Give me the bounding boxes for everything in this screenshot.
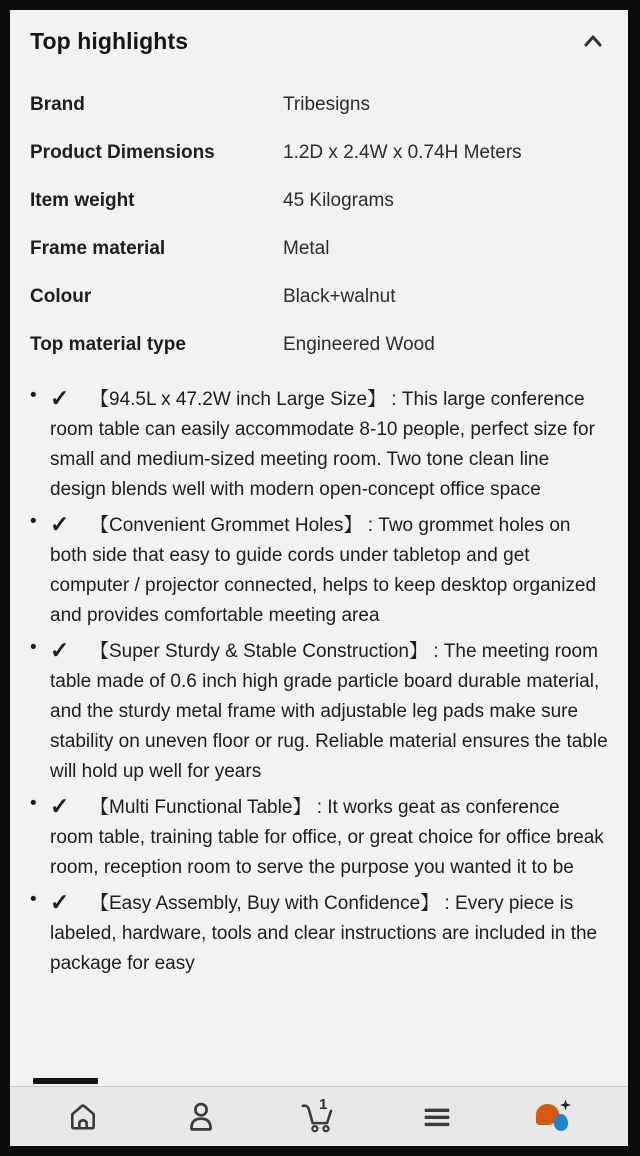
nav-home-button[interactable] <box>61 1095 105 1139</box>
menu-icon <box>419 1099 455 1135</box>
spec-label: Product Dimensions <box>30 142 215 163</box>
table-row <box>30 142 608 164</box>
assistant-blue-bubble <box>554 1114 568 1131</box>
bullet-text: 【Multi Functional Table】 : It works geat as conference room table, training table for office, or great choice for office break room, reception room to serve the purpose you wanted it to be <box>50 797 604 878</box>
chevron-up-icon <box>580 28 606 54</box>
panel-header <box>30 26 608 56</box>
checkmark-icon: ✓ <box>50 511 70 537</box>
top-highlights-panel <box>10 10 628 1086</box>
app-screen <box>10 10 628 1146</box>
list-item <box>30 382 608 505</box>
spec-value: 45 Kilograms <box>283 190 394 211</box>
list-item <box>30 790 608 883</box>
spec-value: Black+walnut <box>283 286 396 307</box>
sparkle-icon <box>560 1100 571 1111</box>
bullet-text: 【Super Sturdy & Stable Construction】 : The meeting room table made of 0.6 inch high grade particle board durable material, and the sturdy metal frame with adjustable leg pads make sure stability on uneven floor or rug. Reliable material ensures the table will hold up well for years <box>50 641 608 782</box>
spec-label: Frame material <box>30 238 166 259</box>
feature-bullet-list <box>30 382 608 979</box>
table-row <box>30 190 608 212</box>
nav-assistant-button[interactable] <box>533 1095 577 1139</box>
table-row <box>30 238 608 260</box>
nav-profile-button[interactable] <box>179 1095 223 1139</box>
spec-value: Engineered Wood <box>283 334 435 355</box>
home-icon <box>65 1099 101 1135</box>
assistant-icon <box>535 1097 575 1137</box>
checkmark-icon: ✓ <box>50 793 70 819</box>
checkmark-icon: ✓ <box>50 637 70 663</box>
table-row <box>30 334 608 356</box>
nav-menu-button[interactable] <box>415 1095 459 1139</box>
bullet-text: 【Easy Assembly, Buy with Confidence】 : Every piece is labeled, hardware, tools and clear instructions are included in the package for easy <box>50 893 598 974</box>
profile-icon <box>183 1099 219 1135</box>
scroll-indicator[interactable] <box>33 1078 98 1084</box>
list-item <box>30 886 608 979</box>
spec-label: Colour <box>30 286 92 307</box>
spec-label: Top material type <box>30 334 186 355</box>
nav-cart-button[interactable] <box>297 1095 341 1139</box>
spec-value: Metal <box>283 238 330 259</box>
checkmark-icon: ✓ <box>50 889 70 915</box>
table-row <box>30 286 608 308</box>
spec-table <box>30 94 608 356</box>
bullet-text: 【94.5L x 47.2W inch Large Size】 : This large conference room table can easily accommodate 8-10 people, perfect size for small and medium-sized meeting room. Two tone clean line design blends well with modern open-concept office space <box>50 389 595 500</box>
panel-title: Top highlights <box>30 28 189 54</box>
list-item <box>30 634 608 787</box>
list-item <box>30 508 608 631</box>
spec-value: 1.2D x 2.4W x 0.74H Meters <box>283 142 522 163</box>
spec-value: Tribesigns <box>283 94 370 115</box>
cart-count-badge: 1 <box>319 1095 328 1113</box>
checkmark-icon: ✓ <box>50 385 70 411</box>
bottom-nav-bar <box>10 1086 628 1146</box>
spec-label: Item weight <box>30 190 135 211</box>
spec-label: Brand <box>30 94 85 115</box>
bullet-text: 【Convenient Grommet Holes】 : Two grommet holes on both side that easy to guide cords under tabletop and get computer / projector connected, helps to keep desktop organized and provides comfortable meeting area <box>50 515 597 626</box>
collapse-button[interactable] <box>578 26 608 56</box>
table-row <box>30 94 608 116</box>
